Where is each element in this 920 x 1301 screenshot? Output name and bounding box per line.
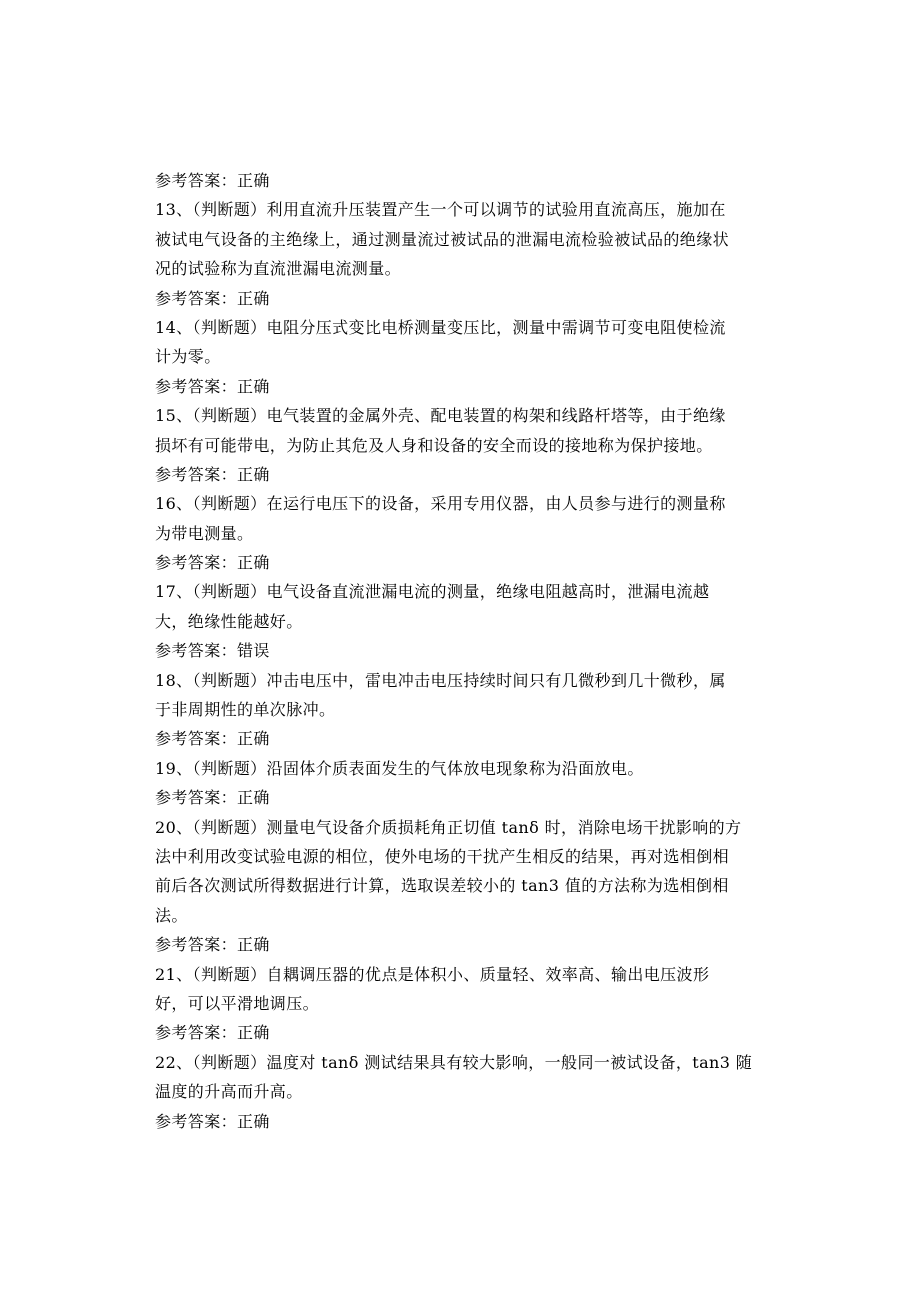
question-text-line: 21、（判断题）自耦调压器的优点是体积小、质量轻、效率高、输出电压波形 [155, 964, 710, 984]
answer-line: 参考答案：正确 [155, 288, 270, 308]
question-text-line: 前后各次测试所得数据进行计算，选取误差较小的 tan3 值的方法称为选相倒相 [155, 876, 729, 896]
question-14 [155, 313, 765, 372]
question-text-line: 大，绝缘性能越好。 [155, 611, 303, 631]
question-text-line: 计为零。 [155, 347, 221, 367]
answer-line: 参考答案：正确 [155, 1111, 270, 1131]
question-text-line: 好，可以平滑地调压。 [155, 993, 320, 1013]
question-text-line: 19、（判断题）沿固体介质表面发生的气体放电现象称为沿面放电。 [155, 758, 644, 778]
question-text-line: 16、（判断题）在运行电压下的设备，采用专用仪器，由人员参与进行的测量称 [155, 494, 726, 514]
question-17 [155, 577, 765, 636]
answer-line: 参考答案：正确 [155, 553, 270, 573]
question-text-line: 17、（判断题）电气设备直流泄漏电流的测量，绝缘电阻越高时，泄漏电流越 [155, 582, 710, 602]
answer-line: 参考答案：错误 [155, 641, 270, 661]
question-text-line: 法。 [155, 905, 188, 925]
answer-line: 参考答案：正确 [155, 729, 270, 749]
question-21 [155, 960, 765, 1019]
question-text-line: 为带电测量。 [155, 523, 254, 543]
answer-line: 参考答案：正确 [155, 1023, 270, 1043]
question-16 [155, 489, 765, 548]
question-text-line: 14、（判断题）电阻分压式变比电桥测量变压比，测量中需调节可变电阻使检流 [155, 317, 726, 337]
question-text-line: 20、（判断题）测量电气设备介质损耗角正切值 tanδ 时，消除电场干扰影响的方 [155, 817, 742, 837]
question-text-line: 法中利用改变试验电源的相位，使外电场的干扰产生相反的结果，再对选相倒相 [155, 846, 730, 866]
answer-line: 参考答案：正确 [155, 935, 270, 955]
answer-line: 参考答案：正确 [155, 171, 270, 190]
question-20 [155, 813, 765, 931]
answer-line: 参考答案：正确 [155, 464, 270, 484]
question-22 [155, 1048, 765, 1107]
question-list [155, 166, 765, 1136]
question-text-line: 15、（判断题）电气装置的金属外壳、配电装置的构架和线路杆塔等，由于绝缘 [155, 406, 726, 426]
question-text-line: 被试电气设备的主绝缘上，通过测量流过被试品的泄漏电流检验被试品的绝缘状 [155, 229, 730, 249]
question-13 [155, 195, 765, 283]
question-text-line: 22、（判断题）温度对 tanδ 测试结果具有较大影响，一般同一被试设备，tan3 随 [155, 1052, 753, 1072]
answer-line: 参考答案：正确 [155, 788, 270, 808]
question-text-line: 损坏有可能带电，为防止其危及人身和设备的安全而设的接地称为保护接地。 [155, 435, 713, 455]
question-text-line: 温度的升高而升高。 [155, 1082, 303, 1102]
question-18 [155, 666, 765, 725]
question-15 [155, 401, 765, 460]
question-text-line: 况的试验称为直流泄漏电流测量。 [155, 259, 402, 279]
question-19 [155, 754, 765, 783]
question-text-line: 18、（判断题）冲击电压中，雷电冲击电压持续时间只有几微秒到几十微秒，属 [155, 670, 726, 690]
question-text-line: 于非周期性的单次脉冲。 [155, 700, 336, 720]
answer-line: 参考答案：正确 [155, 376, 270, 396]
question-text-line: 13、（判断题）利用直流升压装置产生一个可以调节的试验用直流高压，施加在 [155, 200, 726, 220]
